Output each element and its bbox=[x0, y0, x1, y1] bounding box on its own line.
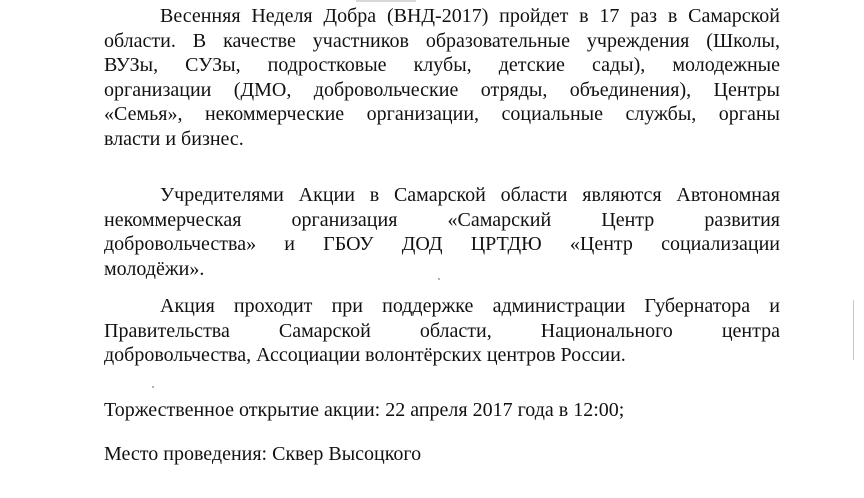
paragraph-founders bbox=[104, 183, 780, 281]
text-line: добровольчества» и ГБОУ ДОД ЦРТДЮ «Центр социализации bbox=[104, 233, 780, 255]
venue-line bbox=[104, 442, 780, 467]
text-line: «Семья», некоммерческие организации, социальные службы, органы bbox=[104, 103, 780, 125]
text-line: Место проведения: Сквер Высоцкого bbox=[104, 443, 422, 465]
text-line: Правительства Самарской области, Национального центра bbox=[104, 319, 780, 342]
text-line: Акция проходит при поддержке администрации Губернатора и bbox=[160, 295, 780, 317]
opening-date-line bbox=[104, 398, 780, 423]
text-line: организации (ДМО, добровольческие отряды, объединения), Центры bbox=[104, 78, 780, 101]
text-line: власти и бизнес. bbox=[104, 127, 244, 150]
text-line: Торжественное открытие акции: 22 апреля 2017 года в 12:00; bbox=[104, 399, 625, 421]
paragraph-event-description bbox=[104, 4, 780, 151]
text-line: области. В качестве участников образовательные учреждения (Школы, bbox=[104, 29, 780, 52]
text-line: добровольчества, Ассоциации волонтёрских центров России. bbox=[104, 344, 626, 366]
scan-speck bbox=[438, 278, 440, 280]
scan-edge-line bbox=[853, 300, 854, 360]
scan-speck bbox=[152, 386, 154, 388]
paragraph-support bbox=[104, 294, 780, 368]
text-line: Весенняя Неделя Добра (ВНД-2017) пройдет в 17 раз в Самарской bbox=[160, 5, 780, 27]
text-line: молодёжи». bbox=[104, 257, 205, 280]
text-line: некоммерческая организация «Самарский Центр развития bbox=[104, 208, 780, 231]
text-line: ВУЗы, СУЗы, подростковые клубы, детские сады), молодежные bbox=[104, 54, 780, 76]
text-line: Учредителями Акции в Самарской области являются Автономная bbox=[160, 184, 780, 206]
scan-artifact bbox=[356, 0, 416, 2]
